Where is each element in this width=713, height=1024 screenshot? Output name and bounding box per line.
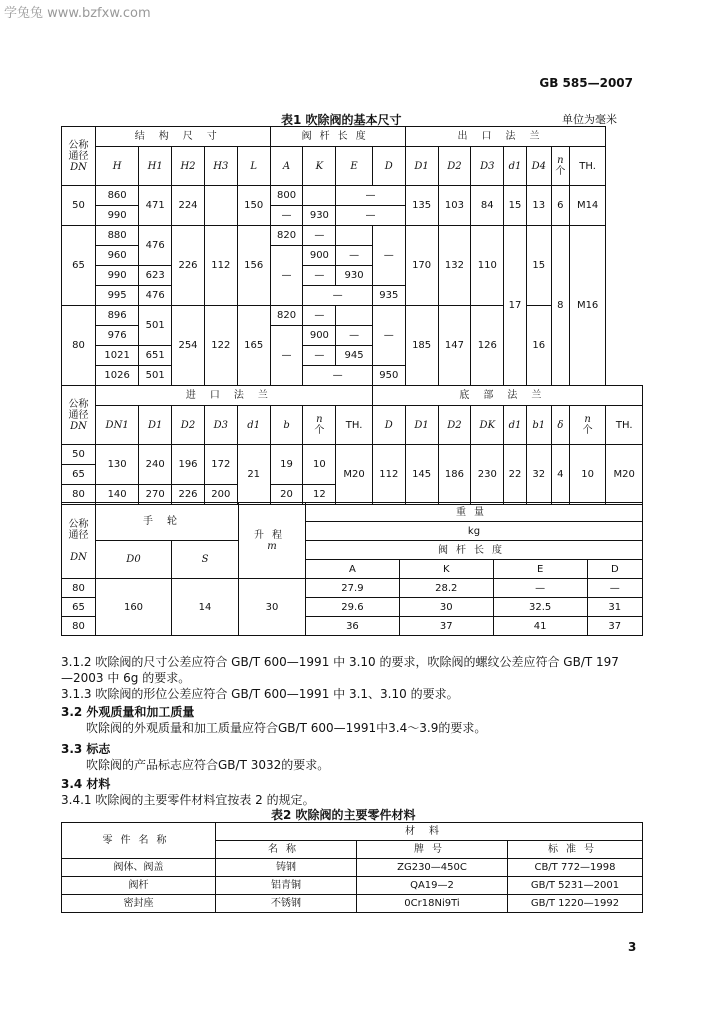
table-cell: 0Cr18Ni9Ti: [357, 895, 508, 913]
table-cell: 900: [303, 246, 336, 266]
table-cell: 132: [438, 226, 471, 306]
table-cell: 945: [336, 346, 373, 366]
table-cell: [336, 306, 373, 326]
table-cell: 1021: [96, 346, 139, 366]
col-header: δ: [551, 406, 569, 445]
table-cell: 122: [204, 306, 237, 386]
table-cell: 950: [372, 366, 405, 386]
table-cell: CB/T 772—1998: [508, 859, 643, 877]
heading-3-4: 3.4 材料: [61, 777, 111, 791]
table-cell: 476: [139, 286, 172, 306]
col-header: A: [306, 560, 400, 579]
table-cell: 27.9: [306, 579, 400, 598]
col-header: D3: [471, 147, 504, 186]
struct-header: 结构尺寸: [96, 127, 271, 147]
stem-header: 阀杆长度: [306, 541, 643, 560]
page-number: 3: [628, 940, 637, 954]
standard-code: GB 585—2007: [539, 76, 633, 90]
table1-caption: 表1 吹除阀的基本尺寸: [281, 113, 402, 127]
table-cell: —: [372, 226, 405, 286]
table-cell: 165: [237, 306, 270, 386]
col-header: DN1: [96, 406, 139, 445]
col-header: D0: [96, 541, 172, 579]
table-cell: 37: [399, 617, 493, 636]
table-cell: —: [270, 326, 303, 386]
table-cell: 13: [526, 186, 551, 226]
name-header: 名称: [216, 841, 357, 859]
table-cell: M20: [606, 445, 643, 505]
table-cell: 112: [372, 445, 405, 505]
table-row: [62, 445, 643, 465]
table-cell: GB/T 5231—2001: [508, 877, 643, 895]
table-cell: 172: [204, 445, 237, 485]
dn-header: 公称 通径 DN: [62, 127, 96, 186]
table-cell: 240: [139, 445, 172, 485]
table-cell: 226: [172, 485, 205, 505]
table-cell: 110: [471, 226, 504, 306]
clause-3-1-3: 3.1.3 吹除阀的形位公差应符合 GB/T 600—1991 中 3.1、3.10 的要求。: [61, 687, 459, 701]
table-cell: 226: [172, 226, 205, 306]
table-cell: —: [587, 579, 642, 598]
weight-header: 重量: [306, 503, 643, 522]
table-cell: 200: [204, 485, 237, 505]
col-header: D2: [438, 147, 471, 186]
table-cell: —: [336, 326, 373, 346]
col-header: S: [172, 541, 239, 579]
table-cell: 976: [96, 326, 139, 346]
table1-unit: 单位为毫米: [562, 113, 617, 126]
table-cell: 14: [172, 579, 239, 636]
table-cell: 密封座: [62, 895, 216, 913]
col-header: H2: [172, 147, 205, 186]
col-header: K: [399, 560, 493, 579]
col-header: D: [372, 406, 405, 445]
table-cell: [204, 186, 237, 226]
col-header: d1: [237, 406, 270, 445]
table-cell: 501: [139, 306, 172, 346]
clause-3-3: 吹除阀的产品标志应符合GB/T 3032的要求。: [86, 758, 330, 772]
table-cell: —: [303, 306, 336, 326]
material-header: 材料: [216, 823, 643, 841]
col-header: b1: [526, 406, 551, 445]
col-header: E: [493, 560, 587, 579]
table-cell: 135: [405, 186, 438, 226]
table-cell: 80: [62, 306, 96, 386]
table-cell: 930: [336, 266, 373, 286]
table-cell: 阀体、阀盖: [62, 859, 216, 877]
table-cell: 270: [139, 485, 172, 505]
col-header: D2: [438, 406, 471, 445]
table-cell: 6: [551, 186, 569, 226]
table-cell: 10: [303, 445, 336, 485]
col-header: d1: [504, 406, 527, 445]
table-cell: 16: [526, 306, 551, 386]
table-cell: 21: [237, 445, 270, 505]
table-row: [62, 877, 643, 895]
stem-header: 阀杆长度: [270, 127, 405, 147]
col-header: H: [96, 147, 139, 186]
table-cell: 170: [405, 226, 438, 306]
table-cell: 30: [399, 598, 493, 617]
table-cell: 36: [306, 617, 400, 636]
table-cell: 103: [438, 186, 471, 226]
col-header: D3: [204, 406, 237, 445]
col-header: D: [587, 560, 642, 579]
table-cell: 不锈钢: [216, 895, 357, 913]
table-cell: 20: [270, 485, 303, 505]
table-cell: —: [336, 206, 405, 226]
table-cell: —: [270, 206, 303, 226]
part-header: 零件名称: [62, 823, 216, 859]
col-header: D1: [139, 406, 172, 445]
table-cell: 990: [96, 206, 139, 226]
table-cell: 37: [587, 617, 642, 636]
table-basic-dimensions: [61, 126, 643, 505]
table-cell: 651: [139, 346, 172, 366]
table-cell: 铸钢: [216, 859, 357, 877]
table-cell: 铝青铜: [216, 877, 357, 895]
table-cell: 196: [172, 445, 205, 485]
col-header: DK: [471, 406, 504, 445]
table-cell: 65: [62, 465, 96, 485]
table-cell: 80: [62, 617, 96, 636]
table-cell: 30: [239, 579, 306, 636]
col-header: A: [270, 147, 303, 186]
table-cell: 4: [551, 445, 569, 505]
table-cell: 126: [471, 306, 504, 386]
table-cell: 186: [438, 445, 471, 505]
table-materials: [61, 822, 643, 913]
table-cell: —: [336, 246, 373, 266]
table-cell: —: [303, 366, 372, 386]
table-cell: 28.2: [399, 579, 493, 598]
dn-header: 公称 通径 DN: [62, 503, 96, 579]
table-cell: 15: [504, 186, 527, 226]
table-cell: —: [270, 246, 303, 306]
col-header: L: [237, 147, 270, 186]
table2-caption: 表2 吹除阀的主要零件材料: [271, 808, 416, 822]
table-cell: 960: [96, 246, 139, 266]
table-weight: [61, 502, 643, 636]
table-cell: 471: [139, 186, 172, 226]
col-header: b: [270, 406, 303, 445]
table-cell: 50: [62, 445, 96, 465]
col-header: E: [336, 147, 373, 186]
table-cell: 80: [62, 485, 96, 505]
col-header: n 个: [569, 406, 606, 445]
col-header: TH.: [569, 147, 606, 186]
table-cell: 19: [270, 445, 303, 485]
table-cell: 15: [526, 226, 551, 306]
clause-3-1-2: 3.1.2 吹除阀的尺寸公差应符合 GB/T 600—1991 中 3.10 的要求，吹除阀的螺纹公差应符合 GB/T 197: [61, 655, 619, 669]
clause-3-1-2-cont: —2003 中 6g 的要求。: [61, 671, 191, 685]
table-cell: 860: [96, 186, 139, 206]
table-cell: M20: [336, 445, 373, 505]
table-cell: 623: [139, 266, 172, 286]
kg-header: kg: [306, 522, 643, 541]
clause-3-2: 吹除阀的外观质量和加工质量应符合GB/T 600—1991中3.4～3.9的要求。: [86, 721, 487, 735]
table-cell: 65: [62, 226, 96, 306]
table-cell: 254: [172, 306, 205, 386]
table-cell: 990: [96, 266, 139, 286]
col-header: K: [303, 147, 336, 186]
table-row: [62, 186, 643, 206]
col-header: H1: [139, 147, 172, 186]
lift-header: 升程 m: [239, 503, 306, 579]
inlet-header: 进口法兰: [96, 386, 373, 406]
table-cell: 29.6: [306, 598, 400, 617]
table-cell: 31: [587, 598, 642, 617]
table-cell: 156: [237, 226, 270, 306]
table-cell: 995: [96, 286, 139, 306]
col-header: D4: [526, 147, 551, 186]
col-header: H3: [204, 147, 237, 186]
grade-header: 牌号: [357, 841, 508, 859]
table-cell: [303, 186, 336, 206]
table-cell: 10: [569, 445, 606, 505]
col-header: D1: [405, 147, 438, 186]
table-cell: 150: [237, 186, 270, 226]
table-row: [62, 579, 643, 598]
table-cell: 140: [96, 485, 139, 505]
table-row: [62, 859, 643, 877]
outlet-header: 出口法兰: [405, 127, 606, 147]
table-cell: 224: [172, 186, 205, 226]
table-cell: 145: [405, 445, 438, 505]
table-cell: 147: [438, 306, 471, 386]
table-cell: QA19—2: [357, 877, 508, 895]
table-cell: 32.5: [493, 598, 587, 617]
table-cell: 900: [303, 326, 336, 346]
table-cell: 8: [551, 226, 569, 386]
table-row: [62, 895, 643, 913]
table-cell: M14: [569, 186, 606, 226]
table-cell: 935: [372, 286, 405, 306]
table-cell: —: [303, 286, 372, 306]
table-cell: 阀杆: [62, 877, 216, 895]
table-cell: 12: [303, 485, 336, 505]
table-cell: 230: [471, 445, 504, 505]
watermark: 学兔兔 www.bzfxw.com: [4, 6, 151, 21]
heading-3-3: 3.3 标志: [61, 742, 111, 756]
table-cell: 112: [204, 226, 237, 306]
bottom-header: 底部法兰: [372, 386, 642, 406]
table-cell: GB/T 1220—1992: [508, 895, 643, 913]
table-cell: M16: [569, 226, 606, 386]
col-header: n 个: [303, 406, 336, 445]
table-cell: —: [372, 306, 405, 366]
col-header: D1: [405, 406, 438, 445]
table-cell: 41: [493, 617, 587, 636]
table-cell: —: [336, 186, 405, 206]
table-cell: 476: [139, 226, 172, 266]
col-header: d1: [504, 147, 527, 186]
table-cell: 84: [471, 186, 504, 226]
table-cell: 50: [62, 186, 96, 226]
table-cell: 800: [270, 186, 303, 206]
table-cell: [336, 226, 373, 246]
heading-3-2: 3.2 外观质量和加工质量: [61, 705, 195, 719]
table-cell: —: [303, 346, 336, 366]
table-cell: 880: [96, 226, 139, 246]
col-header: n 个: [551, 147, 569, 186]
table-cell: 820: [270, 306, 303, 326]
table-cell: 1026: [96, 366, 139, 386]
clause-3-4-1: 3.4.1 吹除阀的主要零件材料宜按表 2 的规定。: [61, 793, 315, 807]
table-cell: 32: [526, 445, 551, 505]
table-cell: 896: [96, 306, 139, 326]
wheel-header: 手轮: [96, 503, 239, 541]
table-cell: —: [303, 226, 336, 246]
col-header: D: [372, 147, 405, 186]
std-header: 标准号: [508, 841, 643, 859]
table-cell: 501: [139, 366, 172, 386]
table-cell: 22: [504, 445, 527, 505]
table-cell: 65: [62, 598, 96, 617]
table-row: [62, 226, 643, 246]
table-cell: 17: [504, 226, 527, 386]
col-header: D2: [172, 406, 205, 445]
col-header: TH.: [336, 406, 373, 445]
table-cell: —: [303, 266, 336, 286]
table-cell: 80: [62, 579, 96, 598]
table-cell: 820: [270, 226, 303, 246]
table-cell: 130: [96, 445, 139, 485]
table-cell: —: [493, 579, 587, 598]
table-cell: 160: [96, 579, 172, 636]
dn-header: 公称 通径 DN: [62, 386, 96, 445]
table-cell: 930: [303, 206, 336, 226]
table-cell: ZG230—450C: [357, 859, 508, 877]
table-cell: 185: [405, 306, 438, 386]
col-header: TH.: [606, 406, 643, 445]
